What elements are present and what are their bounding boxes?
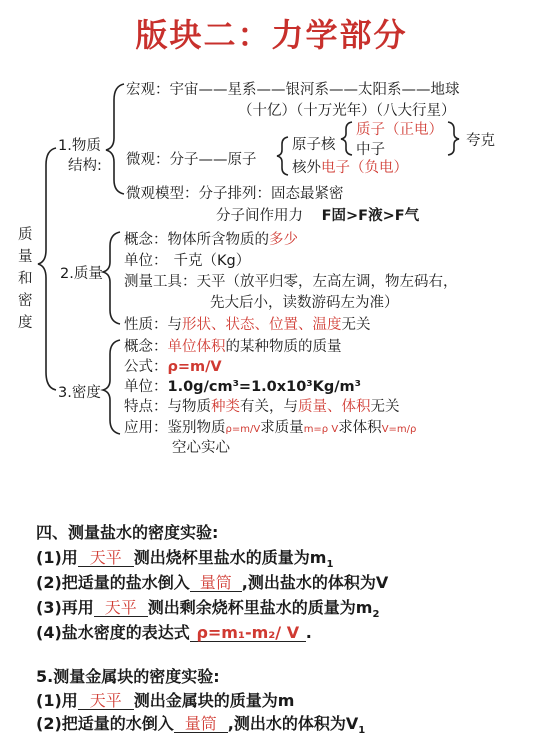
mass-brace <box>103 232 120 324</box>
density-formula-row: 公式：ρ=m/V <box>124 359 222 375</box>
mass-property-row: 性质：与形状、状态、位置、温度无关 <box>124 317 371 333</box>
exp5-step-2: (2)把适量的水倒入 量筒 ,测出水的体积为$V_1$ <box>36 714 366 736</box>
density-concept-row: 概念：单位体积的某种物质的质量 <box>124 339 342 355</box>
mass-tool-row: 测量工具：天平（放平归零，左高左调，物左码右， <box>124 274 458 290</box>
exp5-blank-1: 天平 <box>78 693 134 710</box>
density-unit-row: 单位：1.0g/cm³=1.0x10³Kg/m³ <box>124 379 362 395</box>
exp4-blank-4: ρ=m₁-m₂/ V <box>190 625 306 642</box>
exp4-heading: 四、测量盐水的密度实验: <box>36 523 219 542</box>
density-application-row: 应用：鉴别物质ρ=m/V求质量m=ρ V求体积V=m/ρ <box>124 420 417 436</box>
exp4-step-1: (1)用 天平 测出烧杯里盐水的质量为$m_1$ <box>36 548 334 571</box>
density-feature-row: 特点：与物质种类有关，与质量、体积无关 <box>124 399 400 415</box>
proton-label: 质子（正电） <box>356 122 443 138</box>
quark-brace <box>448 122 459 155</box>
nucleus-label: 原子核 <box>292 137 336 153</box>
micro-brace <box>277 137 288 175</box>
exp4-step-2: (2)把适量的盐水倒入 量筒 ,测出盐水的体积为V <box>36 573 389 592</box>
exp5-step-1: (1)用 天平 测出金属块的质量为m <box>36 691 295 710</box>
exp5-heading: 5.测量金属块的密度实验: <box>36 667 220 686</box>
exp4-step-3: (3)再用 天平 测出剩余烧杯里盐水的质量为$m_2$ <box>36 598 380 621</box>
exp4-blank-3: 天平 <box>94 600 148 617</box>
mass-unit-row: 单位： 千克（Kg） <box>124 253 251 269</box>
mass-label: 2.质量 <box>60 266 103 282</box>
macro-notes: （十亿）（十万光年）（八大行星） <box>238 103 456 119</box>
model-force-row: 分子间作用力 F固>F液>F气 <box>216 208 420 224</box>
root-brace <box>38 148 56 390</box>
exp4-step-4: (4)盐水密度的表达式 ρ=m₁-m₂/ V . <box>36 623 312 642</box>
exp5-blank-2: 量筒 <box>174 716 228 733</box>
mass-concept-row: 概念：物体所含物质的多少 <box>124 232 298 248</box>
exp4-blank-1: 天平 <box>78 550 134 567</box>
electron-row: 核外电子（负电） <box>292 160 408 176</box>
page-title: 版块二：力学部分 <box>135 16 408 54</box>
micro-row: 微观：分子——原子 <box>126 152 257 168</box>
root-label: 质 量 和 密 度 <box>18 227 33 331</box>
quark-label: 夸克 <box>466 133 495 149</box>
density-application-row-2: 空心实心 <box>172 440 230 456</box>
mass-tool-row-2: 先大后小，读数游码左为准） <box>210 295 399 311</box>
model-row: 微观模型：分子排列：固态最紧密 <box>126 186 344 202</box>
density-brace <box>103 340 120 434</box>
exp4-blank-2: 量筒 <box>190 575 242 592</box>
matter-brace <box>106 84 124 194</box>
matter-label: 1.物质 结构: <box>58 138 102 174</box>
density-label: 3.密度 <box>58 385 101 401</box>
macro-row: 宏观：宇宙——星系——银河系——太阳系——地球 <box>126 82 460 98</box>
nucleus-brace <box>341 122 352 155</box>
neutron-label: 中子 <box>356 142 385 158</box>
